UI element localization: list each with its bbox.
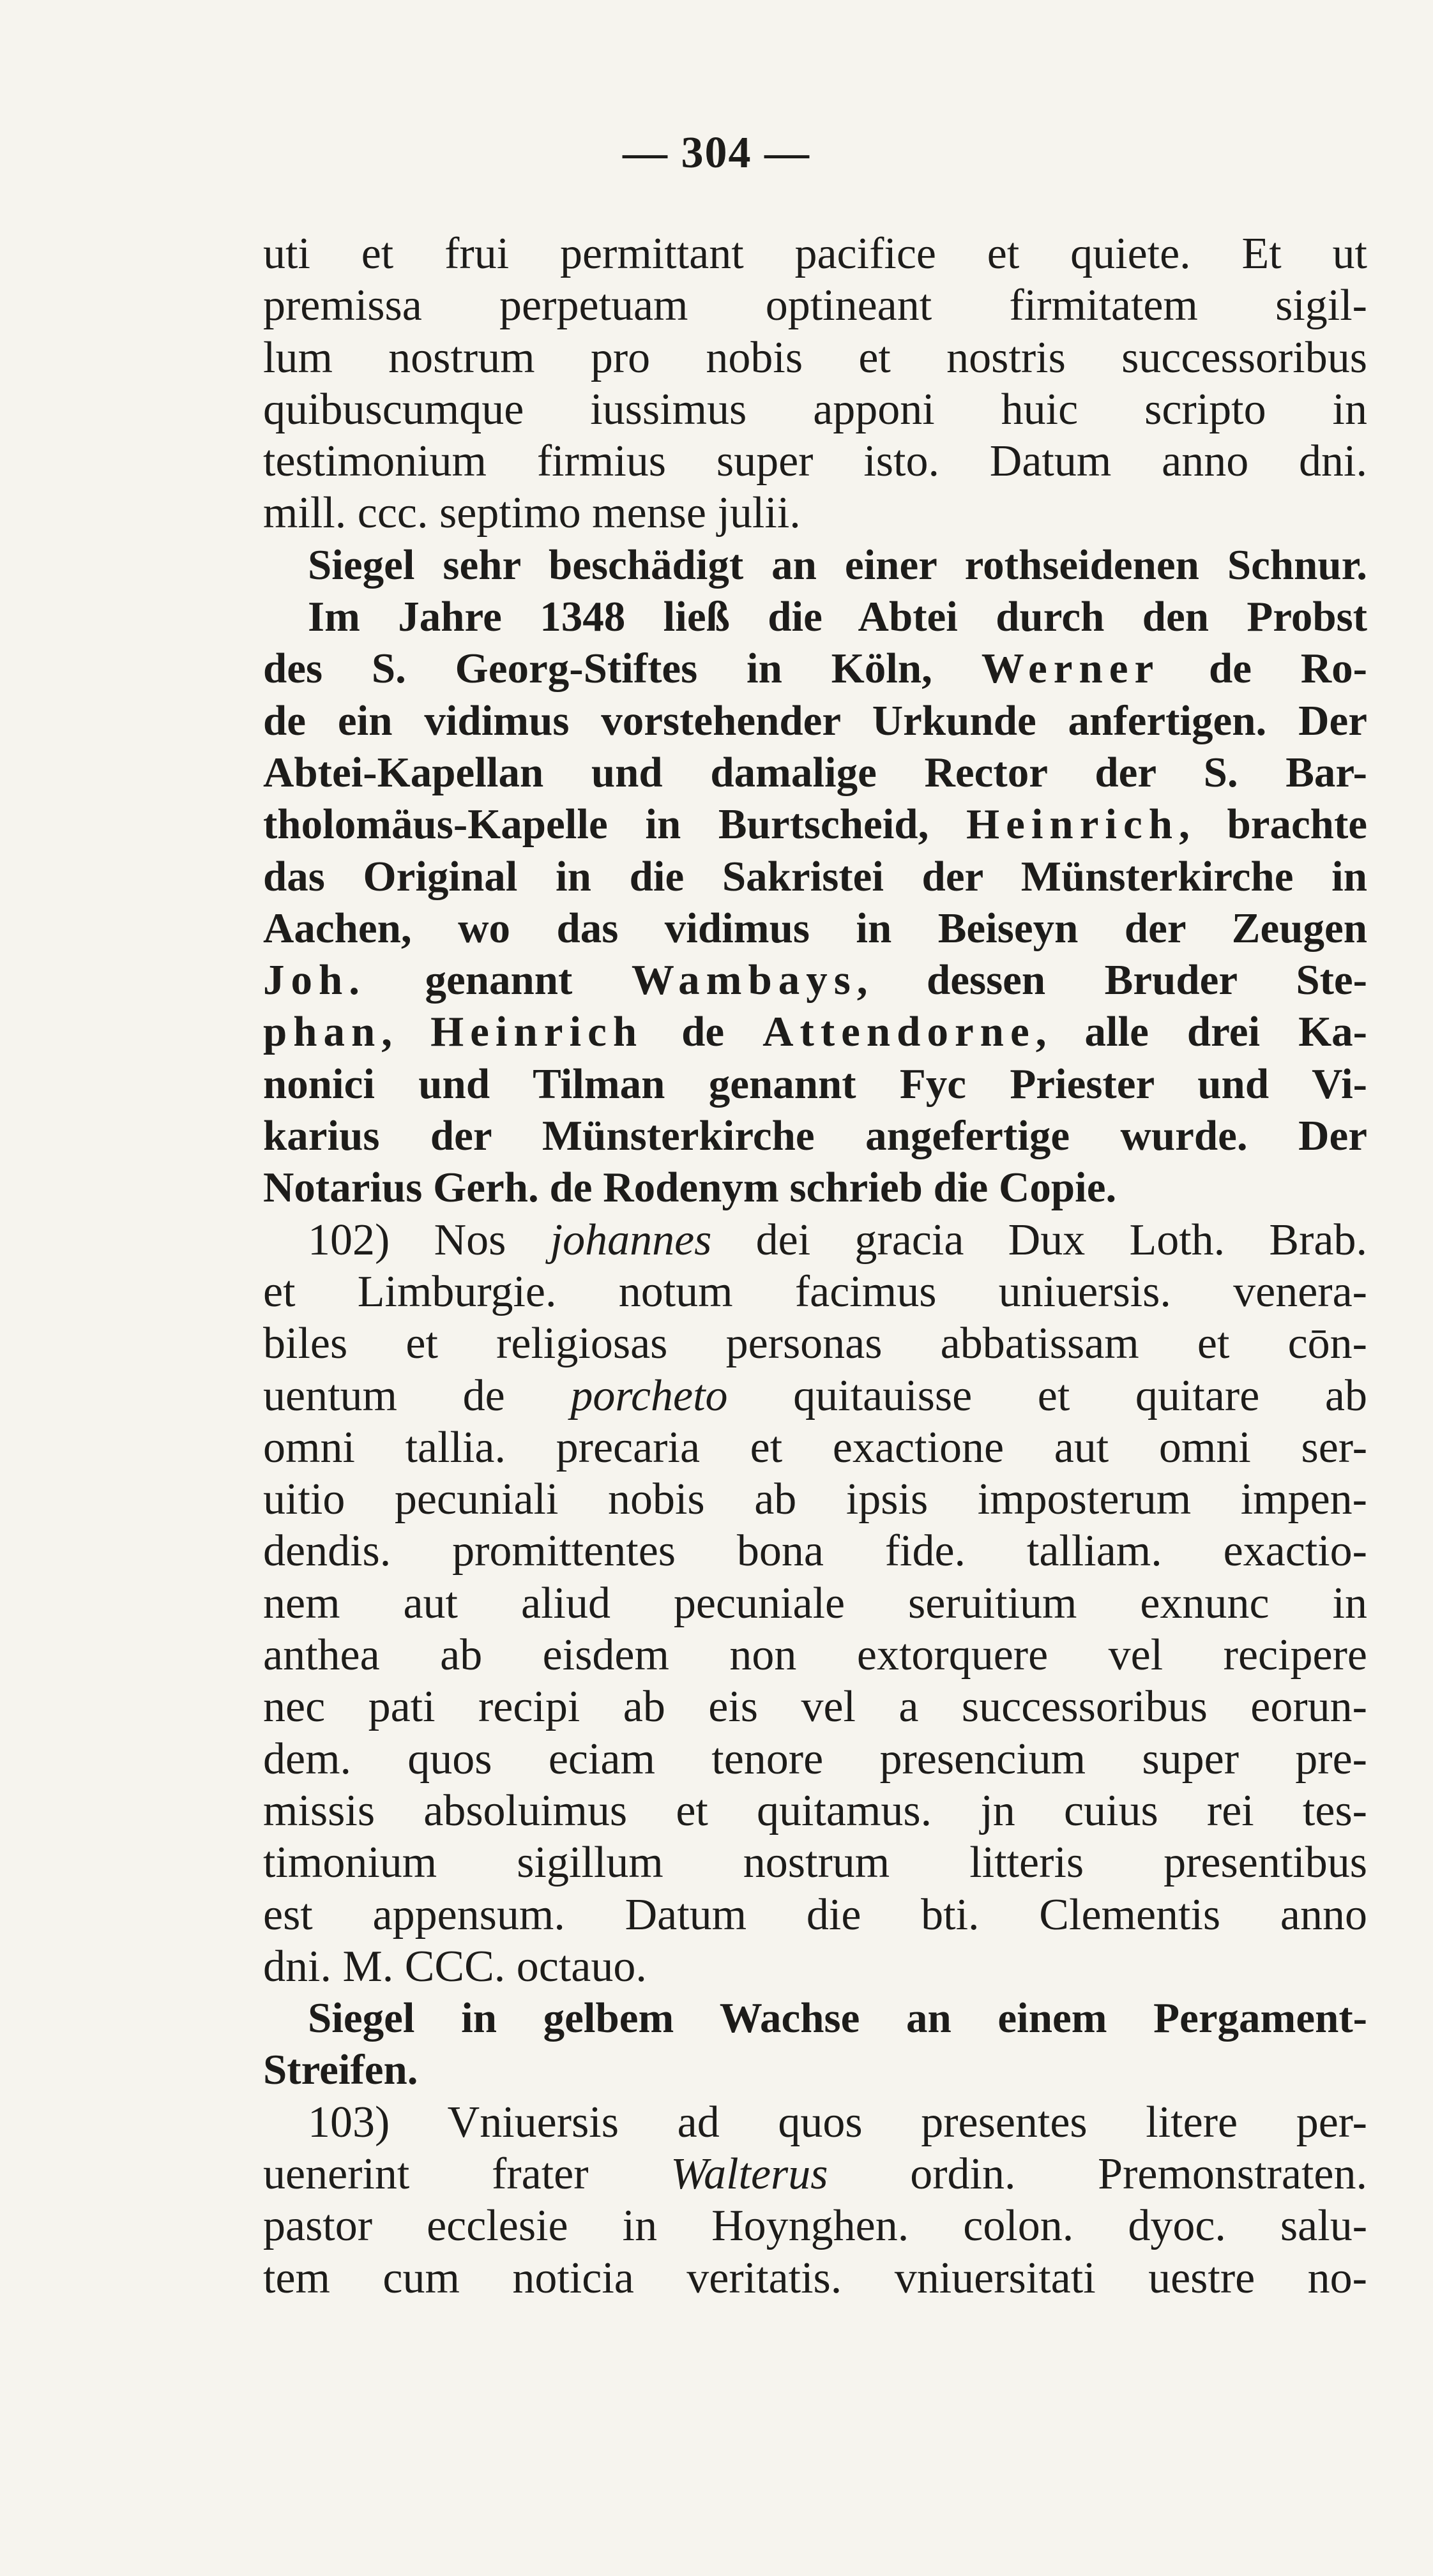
- italic-text: Walterus: [671, 2149, 828, 2199]
- text-line: [263, 1473, 1367, 1525]
- text-segment: Abtei-Kapellan und damalige Rector der S. Bar-: [263, 748, 1367, 796]
- text-segment: ,: [381, 1008, 431, 1056]
- text-segment: pastor ecclesie in Hoynghen. colon. dyoc. salu-: [263, 2201, 1367, 2251]
- text-segment: est appensum. Datum die bti. Clementis anno: [263, 1890, 1367, 1940]
- body-text: [263, 228, 1367, 2304]
- text-segment: dei gracia Dux Loth. Brab.: [711, 1215, 1367, 1265]
- text-segment: das Original in die Sakristei der Münsterkirche in: [263, 852, 1367, 900]
- spaced-name: Heinrich: [430, 1008, 644, 1056]
- text-segment: , brachte: [1179, 801, 1367, 848]
- text-segment: omni tallia. precaria et exactione aut omni ser-: [263, 1422, 1367, 1472]
- text-line: [263, 2148, 1367, 2200]
- text-segment: uenerint frater: [263, 2149, 671, 2199]
- text-segment: des S. Georg-Stiftes in Köln,: [263, 645, 982, 693]
- text-segment: uti et frui permittant pacifice et quiete. Et ut: [263, 229, 1367, 278]
- text-line: [263, 799, 1367, 850]
- text-segment: Siegel sehr beschädigt an einer rothseidenen Schnur.: [308, 541, 1367, 589]
- text-line: [263, 1525, 1367, 1577]
- spaced-name: Werner: [981, 645, 1160, 693]
- text-line: [263, 228, 1367, 280]
- text-line: [263, 1578, 1367, 1629]
- italic-text: porcheto: [570, 1371, 728, 1420]
- text-line: [263, 695, 1367, 747]
- text-segment: nem aut aliud pecuniale seruitium exnunc in: [263, 1578, 1367, 1628]
- text-line: [263, 1058, 1367, 1110]
- text-line: [263, 1837, 1367, 1888]
- text-segment: de: [643, 1008, 763, 1056]
- spaced-name: phan: [263, 1008, 382, 1056]
- italic-text: johannes: [550, 1215, 712, 1265]
- text-segment: premissa perpetuam optineant firmitatem sigil-: [263, 281, 1367, 331]
- text-segment: uentum de: [263, 1371, 571, 1420]
- text-segment: Notarius Gerh. de Rodenym schrieb die Copie.: [263, 1164, 1117, 1212]
- spaced-name: Wambays: [631, 956, 857, 1004]
- text-segment: quibuscumque iussimus apponi huic scripto in: [263, 384, 1367, 434]
- text-segment: biles et religiosas personas abbatissam et cōn-: [263, 1319, 1367, 1369]
- text-line: [263, 851, 1367, 903]
- text-line: [263, 1110, 1367, 1162]
- text-line: [263, 591, 1367, 643]
- text-line: [263, 903, 1367, 954]
- text-line: [263, 2252, 1367, 2304]
- text-segment: dendis. promittentes bona fide. talliam. exactio-: [263, 1526, 1367, 1576]
- text-segment: dni. M. CCC. octauo.: [263, 1941, 647, 1991]
- page-number: — 304 —: [623, 128, 810, 177]
- text-line: [263, 1370, 1367, 1422]
- text-segment: nec pati recipi ab eis vel a successoribus eorun-: [263, 1682, 1367, 1732]
- text-line: [263, 1733, 1367, 1785]
- text-segment: karius der Münsterkirche angefertige wurde. Der: [263, 1112, 1367, 1160]
- text-line: [263, 1214, 1367, 1266]
- text-segment: Im Jahre 1348 ließ die Abtei durch den Probst: [308, 593, 1367, 641]
- text-segment: dem. quos eciam tenore presencium super pre-: [263, 1734, 1367, 1784]
- text-line: [263, 1318, 1367, 1369]
- text-line: [263, 643, 1367, 695]
- text-segment: de Ro-: [1160, 645, 1367, 693]
- text-segment: Aachen, wo das vidimus in Beiseyn der Zeugen: [263, 904, 1367, 952]
- text-segment: mill. ccc. septimo mense julii.: [263, 488, 801, 538]
- text-line: [263, 1785, 1367, 1837]
- text-segment: testimonium firmius super isto. Datum anno dni.: [263, 437, 1367, 486]
- spaced-name: Joh.: [263, 956, 367, 1004]
- text-line: [263, 747, 1367, 799]
- text-segment: missis absoluimus et quitamus. jn cuius rei tes-: [263, 1786, 1367, 1835]
- text-line: [263, 2200, 1367, 2252]
- text-line: [263, 1422, 1367, 1473]
- text-line: [263, 1162, 1367, 1214]
- text-line: [263, 280, 1367, 331]
- text-segment: timonium sigillum nostrum litteris presentibus: [263, 1838, 1367, 1888]
- text-segment: 103) Vniuersis ad quos presentes litere per-: [308, 2097, 1367, 2147]
- text-line: [263, 1941, 1367, 1992]
- text-segment: ordin. Premonstraten.: [828, 2149, 1367, 2199]
- text-line: [263, 435, 1367, 487]
- text-segment: uitio pecuniali nobis ab ipsis imposterum impen-: [263, 1475, 1367, 1525]
- text-segment: de ein vidimus vorstehender Urkunde anfertigen. Der: [263, 697, 1367, 744]
- text-segment: tholomäus-Kapelle in Burtscheid,: [263, 801, 966, 848]
- text-segment: , alle drei Ka-: [1035, 1008, 1367, 1056]
- text-line: [263, 1006, 1367, 1058]
- text-segment: genannt: [366, 956, 632, 1004]
- text-segment: Streifen.: [263, 2046, 418, 2094]
- text-line: [263, 2097, 1367, 2148]
- text-line: [263, 384, 1367, 435]
- text-segment: quitauisse et quitare ab: [727, 1371, 1367, 1420]
- text-segment: anthea ab eisdem non extorquere vel recipere: [263, 1631, 1367, 1680]
- text-line: [263, 1629, 1367, 1681]
- spaced-name: Attendorne: [762, 1008, 1036, 1056]
- text-segment: tem cum noticia veritatis. vniuersitati uestre no-: [263, 2253, 1367, 2303]
- text-line: [263, 332, 1367, 384]
- text-line: [263, 1266, 1367, 1318]
- text-line: [263, 487, 1367, 539]
- text-line: [263, 1681, 1367, 1733]
- text-segment: 102) Nos: [308, 1215, 550, 1265]
- text-segment: et Limburgie. notum facimus uniuersis. venera-: [263, 1267, 1367, 1316]
- text-segment: , dessen Bruder Ste-: [856, 956, 1367, 1004]
- spaced-name: Heinrich: [966, 801, 1179, 848]
- text-line: [263, 539, 1367, 591]
- text-segment: Siegel in gelbem Wachse an einem Pergament-: [308, 1994, 1367, 2042]
- text-line: [263, 954, 1367, 1006]
- text-line: [263, 1992, 1367, 2044]
- text-line: [263, 2044, 1367, 2096]
- text-segment: nonici und Tilman genannt Fyc Priester und Vi-: [263, 1060, 1367, 1108]
- text-segment: lum nostrum pro nobis et nostris successoribus: [263, 333, 1367, 382]
- text-line: [263, 1889, 1367, 1941]
